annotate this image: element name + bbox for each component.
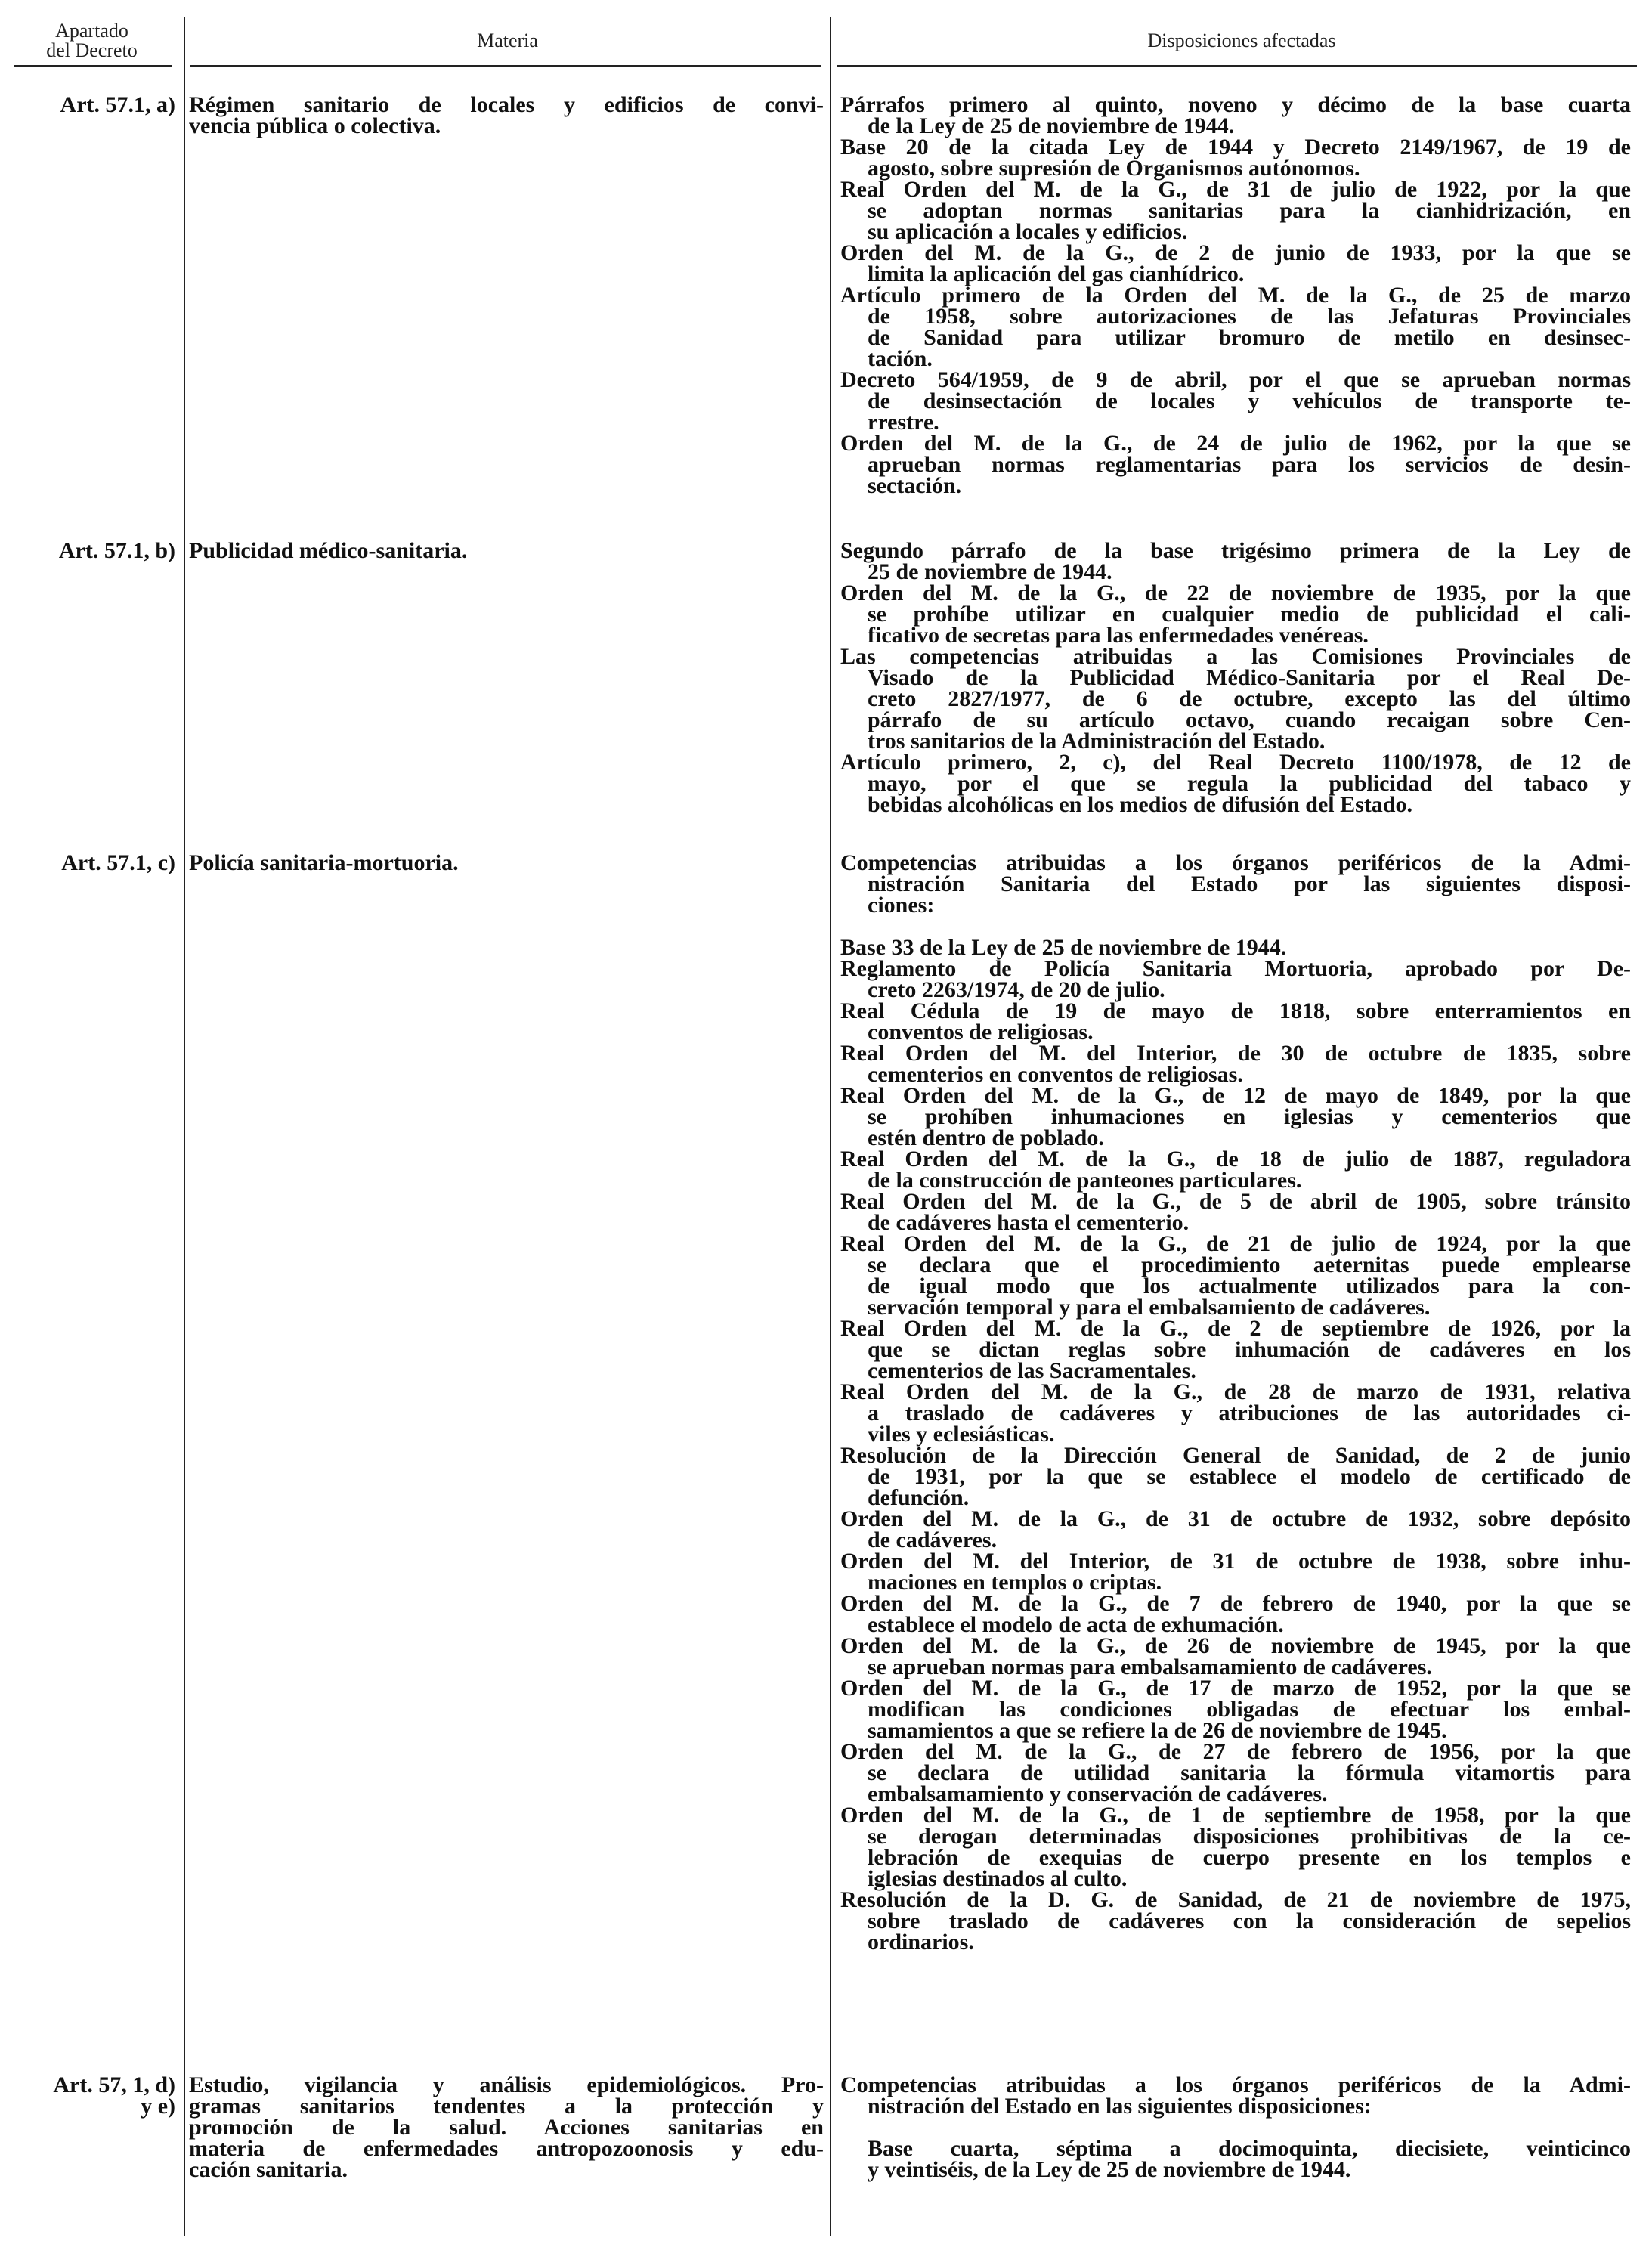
disposicion-entry: Orden del M. de la G., de 22 de noviembre de 1935, por la que se prohíbe utilizar en cualquier medio de publicidad el cali- ficativo de secretas para las enfermedades venéreas.: [840, 580, 1631, 648]
article-ref: Art. 57.1, a): [60, 92, 175, 117]
disposicion-entry: Orden del M. de la G., de 17 de marzo de 1952, por la que se modifican las condiciones obligadas de efectuar los embal- samamientos a que se refiere la de 26 de noviembre de 1945.: [840, 1676, 1631, 1743]
materia-text: Policía sanitaria-mortuoria.: [189, 850, 459, 875]
disposicion-entry: Orden del M. de la G., de 26 de noviembre de 1945, por la que se aprueban normas para embalsamamiento de cadáveres.: [840, 1633, 1631, 1679]
header-rule-left: [14, 65, 172, 67]
column-divider-left: [184, 17, 185, 2236]
article-ref: Art. 57.1, c): [61, 850, 175, 875]
header-apartado-line1: Apartado: [55, 20, 128, 42]
column-divider-right: [830, 17, 831, 2236]
disposicion-entry: Orden del M. de la G., de 24 de julio de 1962, por la que se aprueban normas reglamentarias para los servicios de desin- sectación.: [840, 431, 1631, 498]
disposicion-entry: Orden del M. del Interior, de 31 de octubre de 1938, sobre inhu- maciones en templos o criptas.: [840, 1549, 1631, 1595]
disposicion-entry: Real Orden del M. de la G., de 18 de julio de 1887, reguladora de la construcción de panteones particulares.: [840, 1147, 1631, 1193]
disposicion-entry: Real Orden del M. de la G., de 31 de julio de 1922, por la que se adoptan normas sanitarias para la cianhidrización, en su aplicación a locales y edificios.: [840, 177, 1631, 244]
disposicion-entry: Real Orden del M. de la G., de 12 de mayo de 1849, por la que se prohíben inhumaciones en iglesias y cementerios que estén dentro de poblado.: [840, 1083, 1631, 1150]
disposicion-entry: Las competencias atribuidas a las Comisiones Provinciales de Visado de la Publicidad Médico-Sanitaria por el Real De- creto 2827/1977, de 6 de octubre, excepto las del último párrafo de su artículo octavo, cuando recaigan sobre Cen- tros sanitarios de la Administración del Estado.: [840, 644, 1631, 754]
spacer: [840, 2117, 1631, 2138]
disposicion-entry: Párrafos primero al quinto, noveno y décimo de la base cuarta de la Ley de 25 de noviembre de 1944.: [840, 92, 1631, 138]
article-ref: Art. 57.1, b): [58, 538, 175, 563]
disposicion-entry: Real Cédula de 19 de mayo de 1818, sobre enterramientos en conventos de religiosas.: [840, 998, 1631, 1045]
disposicion-entry: Reglamento de Policía Sanitaria Mortuoria, aprobado por De- creto 2263/1974, de 20 de julio.: [840, 956, 1631, 1002]
disposicion-entry: Segundo párrafo de la base trigésimo primera de la Ley de 25 de noviembre de 1944.: [840, 538, 1631, 584]
header-materia: Materia: [477, 29, 538, 51]
header-rule-right: [837, 65, 1637, 67]
disposicion-entry: Decreto 564/1959, de 9 de abril, por el que se aprueban normas de desinsectación de locales y vehículos de transporte te- rrestre.: [840, 367, 1631, 435]
disposicion-entry: Artículo primero, 2, c), del Real Decreto 1100/1978, de 12 de mayo, por el que se regula la publicidad del tabaco y bebidas alcohólicas en los medios de difusión del Estado.: [840, 750, 1631, 817]
header-apartado-line2: del Decreto: [46, 39, 138, 61]
disposicion-entry: Competencias atribuidas a los órganos periféricos de la Admi- nistración Sanitaria del Estado por las siguientes disposi- ciones:: [840, 850, 1631, 918]
disposicion-entry: Orden del M. de la G., de 31 de octubre de 1932, sobre depósito de cadáveres.: [840, 1506, 1631, 1552]
header-rule-middle: [190, 65, 821, 67]
disposiciones-list: [840, 2072, 1631, 2182]
disposicion-entry: Base 20 de la citada Ley de 1944 y Decreto 2149/1967, de 19 de agosto, sobre supresión de Organismos autónomos.: [840, 135, 1631, 181]
disposiciones-list: [840, 850, 1631, 1955]
materia-text: Régimen sanitario de locales y edificios de convi- vencia pública o colectiva.: [189, 92, 824, 138]
disposicion-entry: Real Orden del M. de la G., de 2 de septiembre de 1926, por la que se dictan reglas sobre inhumación de cadáveres en los cementerios de las Sacramentales.: [840, 1316, 1631, 1383]
disposicion-entry: Orden del M. de la G., de 7 de febrero de 1940, por la que se establece el modelo de acta de exhumación.: [840, 1591, 1631, 1637]
disposicion-entry: Orden del M. de la G., de 2 de junio de 1933, por la que se limita la aplicación del gas cianhídrico.: [840, 240, 1631, 286]
spacer: [840, 916, 1631, 937]
header-disposiciones: Disposiciones afectadas: [1147, 29, 1336, 51]
disposicion-entry: Resolución de la Dirección General de Sanidad, de 2 de junio de 1931, por la que se establece el modelo de certificado de defunción.: [840, 1443, 1631, 1510]
disposicion-entry: Resolución de la D. G. de Sanidad, de 21 de noviembre de 1975, sobre traslado de cadáveres con la consideración de sepelios ordinarios.: [840, 1887, 1631, 1955]
disposicion-entry: Orden del M. de la G., de 1 de septiembre de 1958, por la que se derogan determinadas disposiciones prohibitivas de la ce- lebración de exequias de cuerpo presente en los templos e iglesias destinados al culto.: [840, 1803, 1631, 1891]
disposicion-entry: Orden del M. de la G., de 27 de febrero de 1956, por la que se declara de utilidad sanitaria la fórmula vitamortis para embalsamamiento y conservación de cadáveres.: [840, 1739, 1631, 1806]
disposicion-entry: Artículo primero de la Orden del M. de la G., de 25 de marzo de 1958, sobre autorizaciones de las Jefaturas Provinciales de Sanidad para utilizar bromuro de metilo en desinsec- tación.: [840, 283, 1631, 371]
disposiciones-list: [840, 540, 1631, 816]
disposicion-entry: Real Orden del M. de la G., de 5 de abril de 1905, sobre tránsito de cadáveres hasta el cementerio.: [840, 1189, 1631, 1235]
article-ref: Art. 57, 1, d) y e): [53, 2072, 175, 2119]
materia-text: Publicidad médico-sanitaria.: [189, 538, 468, 563]
disposicion-entry: Real Orden del M. del Interior, de 30 de octubre de 1835, sobre cementerios en conventos de religiosas.: [840, 1041, 1631, 1087]
materia-text: Estudio, vigilancia y análisis epidemiológicos. Pro- gramas sanitarios tendentes a la protección y promoción de la salud. Acciones sanitarias en materia de enfermedades antropozoonosis y edu- cación sanitaria.: [189, 2072, 824, 2182]
header-apartado: [0, 17, 184, 65]
disposicion-entry: Base cuarta, séptima a docimoquinta, diecisiete, veinticinco y veintiséis, de la Ley de 25 de noviembre de 1944.: [868, 2136, 1631, 2182]
disposicion-entry: Base 33 de la Ley de 25 de noviembre de 1944.: [840, 935, 1287, 960]
disposicion-entry: Real Orden del M. de la G., de 28 de marzo de 1931, relativa a traslado de cadáveres y atribuciones de las autoridades ci- viles y eclesiásticas.: [840, 1379, 1631, 1447]
disposicion-entry: Real Orden del M. de la G., de 21 de julio de 1924, por la que se declara que el procedimiento aeternitas puede emplearse de igual modo que los actualmente utilizados para la con- servación temporal y para el embalsamiento de cadáveres.: [840, 1231, 1631, 1320]
disposicion-entry: Competencias atribuidas a los órganos periféricos de la Admi- nistración del Estado en las siguientes disposiciones:: [840, 2072, 1631, 2119]
disposiciones-list: [840, 94, 1631, 497]
